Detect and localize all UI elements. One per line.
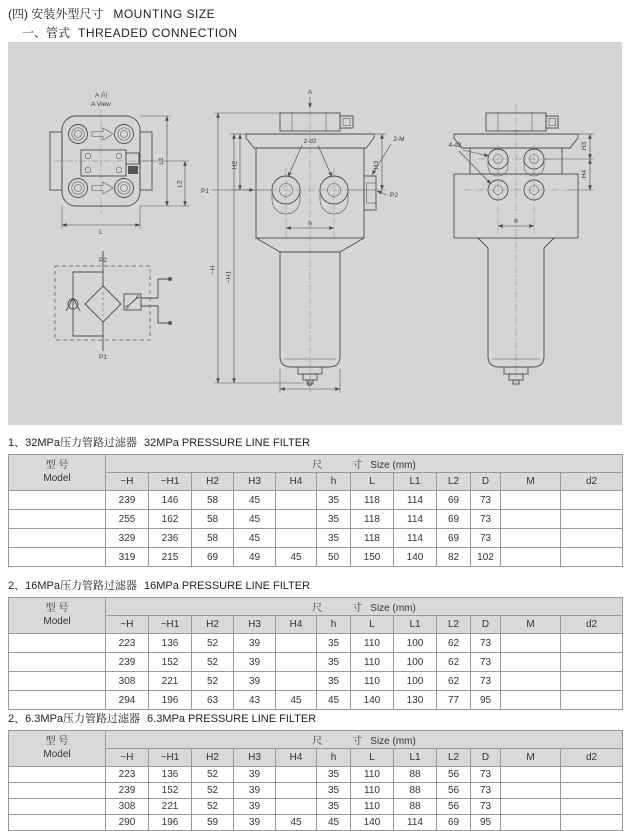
size-cell: 136 <box>149 767 192 783</box>
dim-l1-label: L1 <box>158 157 165 165</box>
size-cell: 130 <box>394 691 437 710</box>
model-cell <box>9 799 106 815</box>
size-cell <box>561 691 623 710</box>
column-header: L1 <box>394 749 437 767</box>
section-number: 2、 <box>8 580 26 592</box>
table-row <box>9 799 623 815</box>
size-cell: 52 <box>192 783 234 799</box>
symbol-p1-label: P1 <box>99 354 107 361</box>
size-cell <box>276 529 317 548</box>
size-cell: 102 <box>471 548 501 567</box>
size-cell: 56 <box>437 799 471 815</box>
size-cell: 110 <box>351 653 394 672</box>
size-cell <box>276 672 317 691</box>
section-title <box>8 577 622 593</box>
size-cell: 150 <box>351 548 394 567</box>
column-header: H3 <box>234 473 276 491</box>
table-body <box>9 634 623 710</box>
column-header: H4 <box>276 473 317 491</box>
port-p2-label: P2 <box>390 192 398 199</box>
dim-h-small-label: h <box>514 218 518 225</box>
page-title-en: MOUNTING SIZE <box>113 7 216 21</box>
page-title <box>8 5 215 22</box>
size-header: 尺 寸 Size (mm) <box>106 598 623 616</box>
dim-h3-label: H3 <box>581 141 588 151</box>
size-cell: 45 <box>276 691 317 710</box>
column-header: M <box>501 473 561 491</box>
size-cell: 39 <box>234 815 276 831</box>
size-cell: 100 <box>394 653 437 672</box>
size-cell: 110 <box>351 767 394 783</box>
column-header: L <box>351 616 394 634</box>
model-cell <box>9 529 106 548</box>
size-cell: 88 <box>394 783 437 799</box>
model-cell <box>9 491 106 510</box>
a-view-label-zh: A 向 <box>94 92 108 99</box>
size-cell: 140 <box>351 691 394 710</box>
table-row <box>9 491 623 510</box>
size-cell: 319 <box>106 548 149 567</box>
page-title-zh: (四) 安装外型尺寸 <box>8 7 104 21</box>
flow-arrow-icon <box>92 182 113 194</box>
size-cell: 236 <box>149 529 192 548</box>
size-cell: 110 <box>351 672 394 691</box>
size-cell: 73 <box>471 783 501 799</box>
page-subtitle <box>22 24 238 41</box>
size-cell: 329 <box>106 529 149 548</box>
column-header: D <box>471 749 501 767</box>
table-row <box>9 653 623 672</box>
hydraulic-symbol <box>55 251 172 361</box>
model-cell <box>9 672 106 691</box>
size-cell: 136 <box>149 634 192 653</box>
size-cell: 52 <box>192 634 234 653</box>
size-cell: 63 <box>192 691 234 710</box>
size-cell: 62 <box>437 653 471 672</box>
column-header: ~H <box>106 749 149 767</box>
size-cell: 100 <box>394 634 437 653</box>
size-cell: 45 <box>276 548 317 567</box>
size-cell: 45 <box>276 815 317 831</box>
size-cell: 95 <box>471 815 501 831</box>
dim-h-small-label: h <box>308 220 312 227</box>
dim-h3-label: H3 <box>373 160 380 170</box>
size-cell: 255 <box>106 510 149 529</box>
size-cell: 140 <box>351 815 394 831</box>
dim-d-label: D <box>307 381 313 388</box>
section-number: 2、 <box>8 713 26 725</box>
model-cell <box>9 548 106 567</box>
column-header: H2 <box>192 616 234 634</box>
dim-l-label: L <box>99 229 103 236</box>
size-cell: 43 <box>234 691 276 710</box>
size-cell: 39 <box>234 799 276 815</box>
size-cell <box>276 491 317 510</box>
front-view-drawing <box>201 89 405 394</box>
column-header: L2 <box>437 616 471 634</box>
size-cell: 56 <box>437 767 471 783</box>
model-cell <box>9 767 106 783</box>
column-header: h <box>317 473 351 491</box>
section-title <box>8 710 622 726</box>
model-cell <box>9 691 106 710</box>
table-row <box>9 634 623 653</box>
dim-h-overall-label: ~H <box>209 265 217 275</box>
spec-table-16mpa <box>8 597 623 710</box>
technical-drawing <box>8 42 622 425</box>
column-header: D <box>471 616 501 634</box>
size-cell: 77 <box>437 691 471 710</box>
size-cell: 73 <box>471 491 501 510</box>
size-cell: 114 <box>394 491 437 510</box>
size-cell: 45 <box>234 510 276 529</box>
size-cell: 62 <box>437 634 471 653</box>
column-header: M <box>501 616 561 634</box>
size-cell <box>276 799 317 815</box>
section-title <box>8 434 622 450</box>
table-body <box>9 491 623 567</box>
size-cell: 308 <box>106 672 149 691</box>
size-cell: 45 <box>317 815 351 831</box>
column-header: L2 <box>437 749 471 767</box>
size-cell: 73 <box>471 529 501 548</box>
model-header-zh: 型 号 <box>45 603 69 614</box>
size-cell: 45 <box>234 529 276 548</box>
thread-2m-label: 2-M <box>393 136 405 143</box>
size-cell: 52 <box>192 672 234 691</box>
size-cell: 73 <box>471 799 501 815</box>
size-cell: 39 <box>234 767 276 783</box>
column-header: H2 <box>192 749 234 767</box>
size-cell <box>561 799 623 815</box>
size-cell: 69 <box>192 548 234 567</box>
top-view-drawing <box>50 90 189 236</box>
model-header-zh: 型 号 <box>45 460 69 471</box>
size-cell: 69 <box>437 815 471 831</box>
section-title-en: 16MPa PRESSURE LINE FILTER <box>143 580 311 592</box>
column-header: ~H1 <box>149 616 192 634</box>
size-cell: 35 <box>317 799 351 815</box>
size-cell <box>276 653 317 672</box>
column-header: h <box>317 616 351 634</box>
section-title-zh: 16MPa压力管路过滤器 <box>25 580 137 592</box>
drawing-panel <box>8 42 622 425</box>
size-cell: 58 <box>192 529 234 548</box>
flow-arrow-icon <box>92 128 113 140</box>
model-cell <box>9 634 106 653</box>
size-cell: 221 <box>149 799 192 815</box>
size-cell: 88 <box>394 767 437 783</box>
column-header: h <box>317 749 351 767</box>
page-subtitle-zh: 一、管式 <box>22 26 71 40</box>
table-body <box>9 767 623 831</box>
size-cell <box>561 767 623 783</box>
size-cell: 114 <box>394 815 437 831</box>
size-cell: 114 <box>394 529 437 548</box>
model-header <box>9 455 106 491</box>
model-header-en: Model <box>43 748 71 760</box>
column-header: d2 <box>561 749 623 767</box>
port-p1-label: P1 <box>201 188 209 195</box>
size-cell <box>276 767 317 783</box>
size-cell: 223 <box>106 634 149 653</box>
table-row <box>9 691 623 710</box>
size-cell: 69 <box>437 491 471 510</box>
size-cell: 52 <box>192 653 234 672</box>
size-cell: 52 <box>192 799 234 815</box>
size-cell: 39 <box>234 653 276 672</box>
size-cell: 196 <box>149 691 192 710</box>
size-cell <box>501 799 561 815</box>
size-cell: 110 <box>351 634 394 653</box>
size-cell <box>561 491 623 510</box>
size-cell: 45 <box>317 691 351 710</box>
table-row <box>9 783 623 799</box>
size-cell: 35 <box>317 634 351 653</box>
symbol-p2-label: P2 <box>99 257 107 264</box>
section-arrow-label: A <box>307 89 313 96</box>
size-cell: 35 <box>317 510 351 529</box>
size-cell <box>501 672 561 691</box>
column-header: d2 <box>561 473 623 491</box>
size-cell: 221 <box>149 672 192 691</box>
size-cell: 69 <box>437 529 471 548</box>
section-title-zh: 6.3MPa压力管路过滤器 <box>25 713 141 725</box>
size-cell: 308 <box>106 799 149 815</box>
table-row <box>9 510 623 529</box>
size-cell: 95 <box>471 691 501 710</box>
size-cell: 35 <box>317 653 351 672</box>
size-cell: 39 <box>234 672 276 691</box>
pressure-switch-icon <box>124 277 172 325</box>
section-number: 1、 <box>8 437 26 449</box>
size-cell: 110 <box>351 799 394 815</box>
size-cell <box>501 510 561 529</box>
size-cell: 114 <box>394 510 437 529</box>
section-16mpa <box>8 577 622 710</box>
column-header: D <box>471 473 501 491</box>
size-cell <box>276 783 317 799</box>
size-cell: 35 <box>317 491 351 510</box>
size-cell <box>501 529 561 548</box>
size-cell <box>561 548 623 567</box>
size-cell: 73 <box>471 634 501 653</box>
size-cell: 45 <box>234 491 276 510</box>
size-cell <box>561 510 623 529</box>
table-row <box>9 767 623 783</box>
dim-h4-label: H4 <box>581 169 588 179</box>
size-cell <box>501 548 561 567</box>
column-header: H4 <box>276 749 317 767</box>
model-header <box>9 598 106 634</box>
dim-h1-label: ~H1 <box>225 270 233 284</box>
size-cell: 49 <box>234 548 276 567</box>
spec-table-32mpa <box>8 454 623 567</box>
size-cell: 39 <box>234 634 276 653</box>
ports-2d2-label: 2-d2 <box>303 138 317 145</box>
size-cell <box>276 510 317 529</box>
size-header: 尺 寸 Size (mm) <box>106 731 623 749</box>
size-cell: 50 <box>317 548 351 567</box>
section-title-en: 6.3MPa PRESSURE LINE FILTER <box>147 713 317 725</box>
dim-l2-label: L2 <box>176 180 184 188</box>
column-header: ~H <box>106 616 149 634</box>
column-header: L <box>351 473 394 491</box>
column-header: H3 <box>234 749 276 767</box>
model-header-en: Model <box>43 472 71 484</box>
size-cell: 196 <box>149 815 192 831</box>
size-cell: 152 <box>149 653 192 672</box>
size-cell: 146 <box>149 491 192 510</box>
size-cell <box>501 653 561 672</box>
size-cell: 35 <box>317 672 351 691</box>
size-cell: 290 <box>106 815 149 831</box>
page-subtitle-en: THREADED CONNECTION <box>78 26 238 40</box>
size-cell: 294 <box>106 691 149 710</box>
size-cell: 110 <box>351 783 394 799</box>
model-cell <box>9 653 106 672</box>
size-cell: 58 <box>192 491 234 510</box>
size-cell <box>561 634 623 653</box>
column-header: L1 <box>394 616 437 634</box>
size-cell: 239 <box>106 783 149 799</box>
size-cell: 62 <box>437 672 471 691</box>
size-cell: 162 <box>149 510 192 529</box>
size-cell: 100 <box>394 672 437 691</box>
column-header: ~H1 <box>149 473 192 491</box>
size-cell: 69 <box>437 510 471 529</box>
size-cell: 140 <box>394 548 437 567</box>
size-cell: 82 <box>437 548 471 567</box>
size-cell: 118 <box>351 510 394 529</box>
column-header: H2 <box>192 473 234 491</box>
column-header: H3 <box>234 616 276 634</box>
column-header: H4 <box>276 616 317 634</box>
column-header: L <box>351 749 394 767</box>
size-cell <box>501 634 561 653</box>
size-cell: 239 <box>106 653 149 672</box>
size-cell: 35 <box>317 767 351 783</box>
size-cell <box>501 491 561 510</box>
size-cell <box>561 672 623 691</box>
size-cell: 39 <box>234 783 276 799</box>
size-cell: 73 <box>471 767 501 783</box>
table-row <box>9 529 623 548</box>
size-cell <box>276 634 317 653</box>
table-row <box>9 548 623 567</box>
size-cell: 52 <box>192 767 234 783</box>
size-cell: 88 <box>394 799 437 815</box>
size-cell: 58 <box>192 510 234 529</box>
size-cell <box>561 529 623 548</box>
size-cell: 223 <box>106 767 149 783</box>
column-header: L1 <box>394 473 437 491</box>
column-header: M <box>501 749 561 767</box>
model-header-zh: 型 号 <box>45 736 69 747</box>
section-32mpa <box>8 434 622 567</box>
model-cell <box>9 510 106 529</box>
side-view-drawing <box>448 104 594 384</box>
size-cell: 35 <box>317 783 351 799</box>
column-header: d2 <box>561 616 623 634</box>
size-cell: 118 <box>351 529 394 548</box>
section-title-en: 32MPa PRESSURE LINE FILTER <box>143 437 311 449</box>
column-header: ~H1 <box>149 749 192 767</box>
size-cell: 73 <box>471 653 501 672</box>
size-cell: 59 <box>192 815 234 831</box>
size-header: 尺 寸 Size (mm) <box>106 455 623 473</box>
dim-h2-label: H2 <box>231 160 239 170</box>
model-cell <box>9 783 106 799</box>
model-header <box>9 731 106 767</box>
size-cell: 56 <box>437 783 471 799</box>
size-cell <box>501 767 561 783</box>
size-cell <box>561 783 623 799</box>
section-6-3mpa <box>8 710 622 831</box>
section-title-zh: 32MPa压力管路过滤器 <box>25 437 137 449</box>
spec-table-6-3mpa <box>8 730 623 831</box>
column-header: L2 <box>437 473 471 491</box>
holes-4d2-label: 4-d2 <box>448 142 462 149</box>
table-row <box>9 672 623 691</box>
size-cell: 215 <box>149 548 192 567</box>
size-cell: 118 <box>351 491 394 510</box>
size-cell <box>501 783 561 799</box>
a-view-label-en: A View <box>91 101 111 108</box>
size-cell <box>561 653 623 672</box>
size-cell: 73 <box>471 672 501 691</box>
size-cell: 152 <box>149 783 192 799</box>
model-header-en: Model <box>43 615 71 627</box>
size-cell: 239 <box>106 491 149 510</box>
column-header: ~H <box>106 473 149 491</box>
size-cell <box>501 691 561 710</box>
size-cell: 35 <box>317 529 351 548</box>
size-cell: 73 <box>471 510 501 529</box>
